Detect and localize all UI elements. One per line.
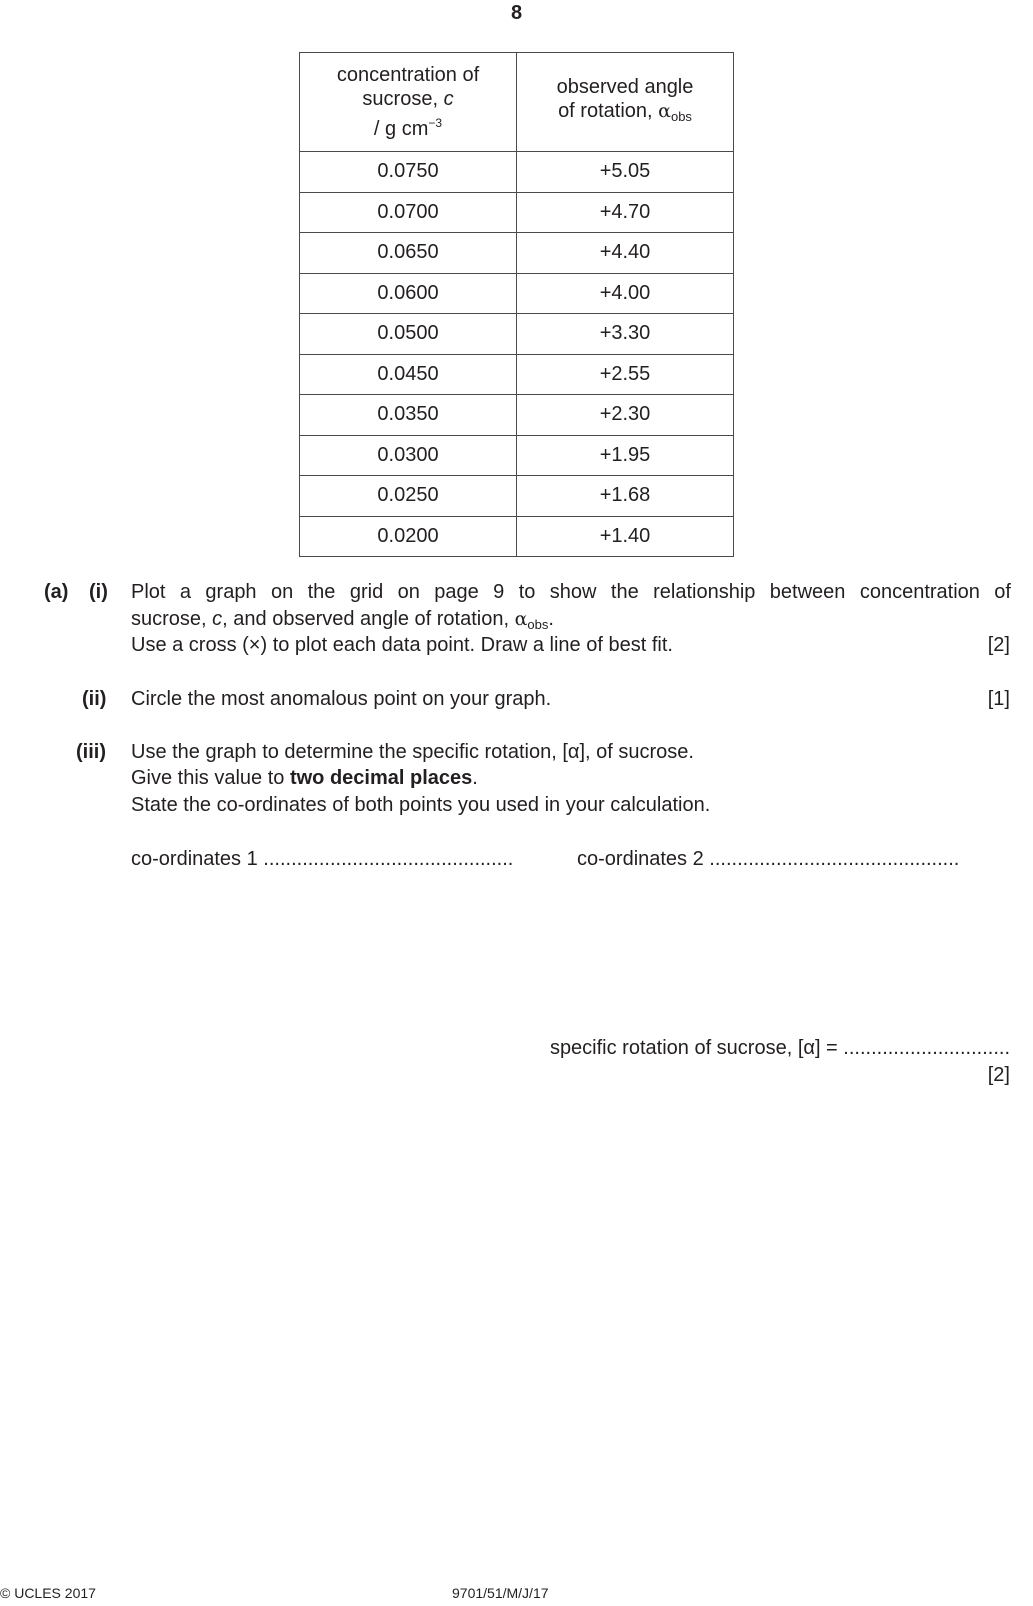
q-i-line3: Use a cross (×) to plot each data point. Draw a line of best fit. bbox=[131, 634, 673, 656]
q-iii-line2: Give this value to two decimal places. bbox=[131, 767, 478, 789]
concentration-cell: 0.0700 bbox=[300, 192, 517, 233]
table-row bbox=[300, 314, 734, 355]
angle-cell: +4.00 bbox=[517, 273, 734, 314]
q-i-line2: sucrose, c, and observed angle of rotation, $\alpha_{obs}$. bbox=[131, 608, 554, 632]
footer-copyright: © UCLES 2017 bbox=[0, 1585, 96, 1601]
table-row bbox=[300, 273, 734, 314]
coordinates-1-field[interactable]: co-ordinates 1 ............................................. bbox=[131, 848, 514, 870]
angle-cell: +5.05 bbox=[517, 152, 734, 193]
table-row bbox=[300, 152, 734, 193]
angle-cell: +1.40 bbox=[517, 516, 734, 557]
table-row bbox=[300, 395, 734, 436]
header-concentration: concentration of sucrose, c / g $cm^{-3}$ bbox=[300, 53, 517, 152]
q-iii-line3: State the co-ordinates of both points you used in your calculation. bbox=[131, 794, 711, 816]
table-header-row bbox=[300, 53, 734, 152]
data-table bbox=[299, 52, 734, 557]
part-iii-label: (iii) bbox=[76, 741, 106, 763]
q-ii-line1: Circle the most anomalous point on your graph. bbox=[131, 688, 552, 710]
q-iii-line1: Use the graph to determine the specific rotation, [α], of sucrose. bbox=[131, 741, 694, 763]
concentration-cell: 0.0350 bbox=[300, 395, 517, 436]
concentration-cell: 0.0750 bbox=[300, 152, 517, 193]
angle-cell: +1.95 bbox=[517, 435, 734, 476]
concentration-cell: 0.0450 bbox=[300, 354, 517, 395]
part-i-label: (i) bbox=[89, 581, 108, 603]
table-row bbox=[300, 516, 734, 557]
angle-cell: +2.30 bbox=[517, 395, 734, 436]
concentration-cell: 0.0650 bbox=[300, 233, 517, 274]
marks-iii: [2] bbox=[987, 1064, 1010, 1086]
page-number: 8 bbox=[510, 2, 523, 24]
angle-cell: +2.55 bbox=[517, 354, 734, 395]
table-row bbox=[300, 435, 734, 476]
concentration-cell: 0.0300 bbox=[300, 435, 517, 476]
part-ii-label: (ii) bbox=[82, 688, 107, 710]
marks-i: [2] bbox=[987, 634, 1010, 656]
angle-cell: +1.68 bbox=[517, 476, 734, 517]
footer-paper-code: 9701/51/M/J/17 bbox=[452, 1585, 549, 1601]
specific-rotation-answer-field[interactable]: specific rotation of sucrose, [α] = .............................. bbox=[549, 1037, 1010, 1059]
table-row bbox=[300, 354, 734, 395]
coordinates-2-field[interactable]: co-ordinates 2 ............................................. bbox=[577, 848, 960, 870]
table-row bbox=[300, 192, 734, 233]
concentration-cell: 0.0200 bbox=[300, 516, 517, 557]
marks-ii: [1] bbox=[987, 688, 1010, 710]
angle-cell: +4.70 bbox=[517, 192, 734, 233]
q-i-line1: Plot a graph on the grid on page 9 to show the relationship between concentration of bbox=[131, 581, 1011, 603]
table-row bbox=[300, 233, 734, 274]
concentration-cell: 0.0250 bbox=[300, 476, 517, 517]
header-angle: observed angle of rotation, $\alpha_{obs}$ bbox=[517, 53, 734, 152]
angle-cell: +3.30 bbox=[517, 314, 734, 355]
concentration-cell: 0.0600 bbox=[300, 273, 517, 314]
part-a-label: (a) bbox=[44, 581, 69, 603]
concentration-cell: 0.0500 bbox=[300, 314, 517, 355]
angle-cell: +4.40 bbox=[517, 233, 734, 274]
table-row bbox=[300, 476, 734, 517]
